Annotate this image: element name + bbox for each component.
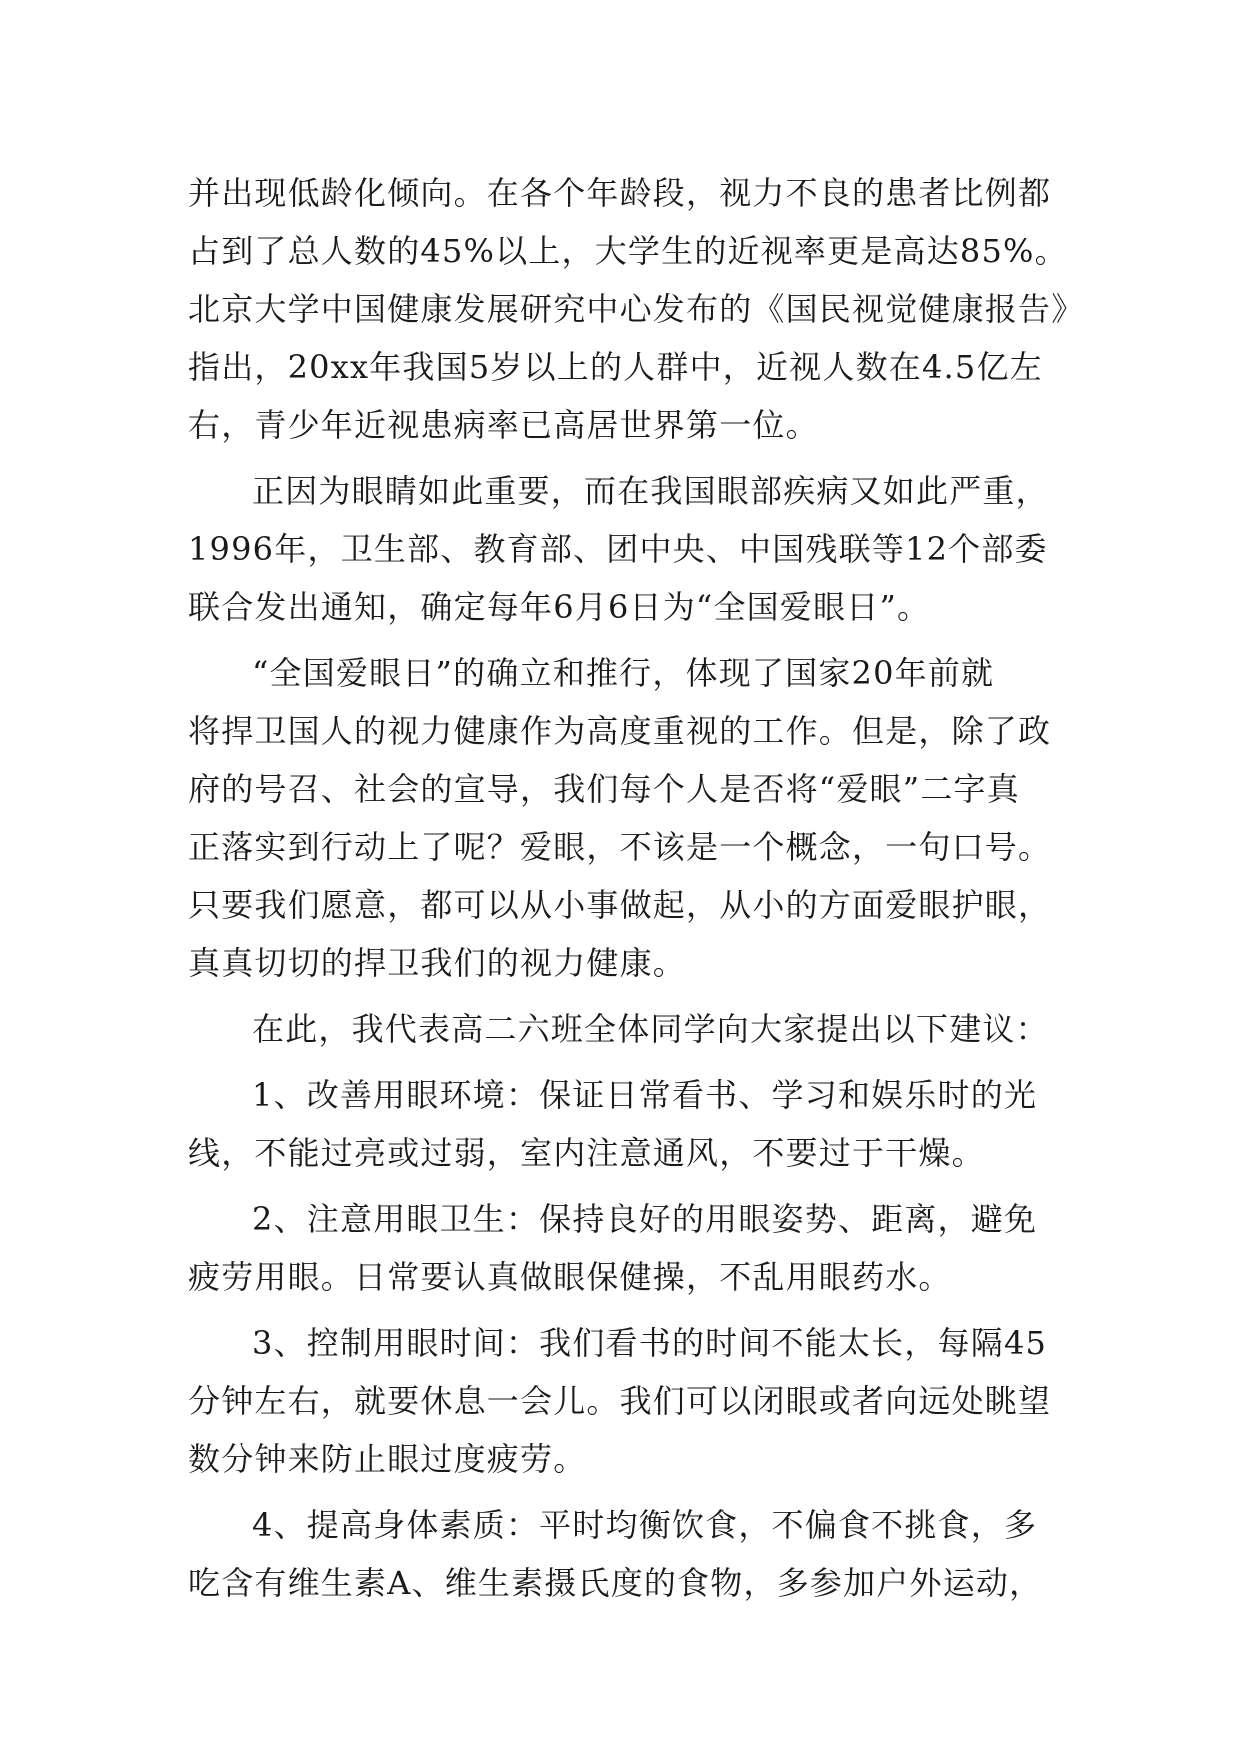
text-line: 右，青少年近视患病率已高居世界第一位。 xyxy=(188,406,819,444)
text-line: 分钟左右，就要休息一会儿。我们可以闭眼或者向远处眺望 xyxy=(188,1382,1052,1420)
text-line: 1、改善用眼环境：保证日常看书、学习和娱乐时的光 xyxy=(252,1076,1038,1114)
text-line: 4、提高身体素质：平时均衡饮食，不偏食不挑食，多 xyxy=(252,1506,1038,1544)
text-line: 真真切切的捍卫我们的视力健康。 xyxy=(188,944,687,982)
text-line: 将捍卫国人的视力健康作为高度重视的工作。但是，除了政 xyxy=(188,712,1052,750)
text-line: 正落实到行动上了呢？爱眼，不该是一个概念，一句口号。 xyxy=(188,828,1052,866)
text-line: 吃含有维生素A、维生素摄氏度的食物，多参加户外运动， xyxy=(188,1564,1043,1602)
text-line: 3、控制用眼时间：我们看书的时间不能太长，每隔45 xyxy=(252,1324,1048,1362)
text-line: 占到了总人数的45%以上，大学生的近视率更是高达85%。 xyxy=(188,232,1068,270)
text-line: 北京大学中国健康发展研究中心发布的《国民视觉健康报告》 xyxy=(188,290,1085,328)
text-line: 线，不能过亮或过弱，室内注意通风，不要过于干燥。 xyxy=(188,1134,985,1172)
document-body xyxy=(188,164,1088,1612)
text-line: 疲劳用眼。日常要认真做眼保健操，不乱用眼药水。 xyxy=(188,1258,952,1296)
text-line: 只要我们愿意，都可以从小事做起，从小的方面爱眼护眼， xyxy=(188,886,1052,924)
text-line: 府的号召、社会的宣导，我们每个人是否将“爱眼”二字真 xyxy=(188,770,1020,808)
text-line: 在此，我代表高二六班全体同学向大家提出以下建议： xyxy=(252,1010,1049,1048)
text-line: 数分钟来防止眼过度疲劳。 xyxy=(188,1440,587,1478)
text-line: 联合发出通知，确定每年6月6日为“全国爱眼日”。 xyxy=(188,588,931,626)
text-line: 正因为眼睛如此重要，而在我国眼部疾病又如此严重， xyxy=(252,472,1049,510)
text-line: 2、注意用眼卫生：保持良好的用眼姿势、距离，避免 xyxy=(252,1200,1038,1238)
text-line: 指出，20xx年我国5岁以上的人群中，近视人数在4.5亿左 xyxy=(188,348,1043,386)
text-line: “全国爱眼日”的确立和推行，体现了国家20年前就 xyxy=(252,654,995,692)
text-line: 1996年，卫生部、教育部、团中央、中国残联等12个部委 xyxy=(188,530,1048,568)
text-line: 并出现低龄化倾向。在各个年龄段，视力不良的患者比例都 xyxy=(188,174,1052,212)
